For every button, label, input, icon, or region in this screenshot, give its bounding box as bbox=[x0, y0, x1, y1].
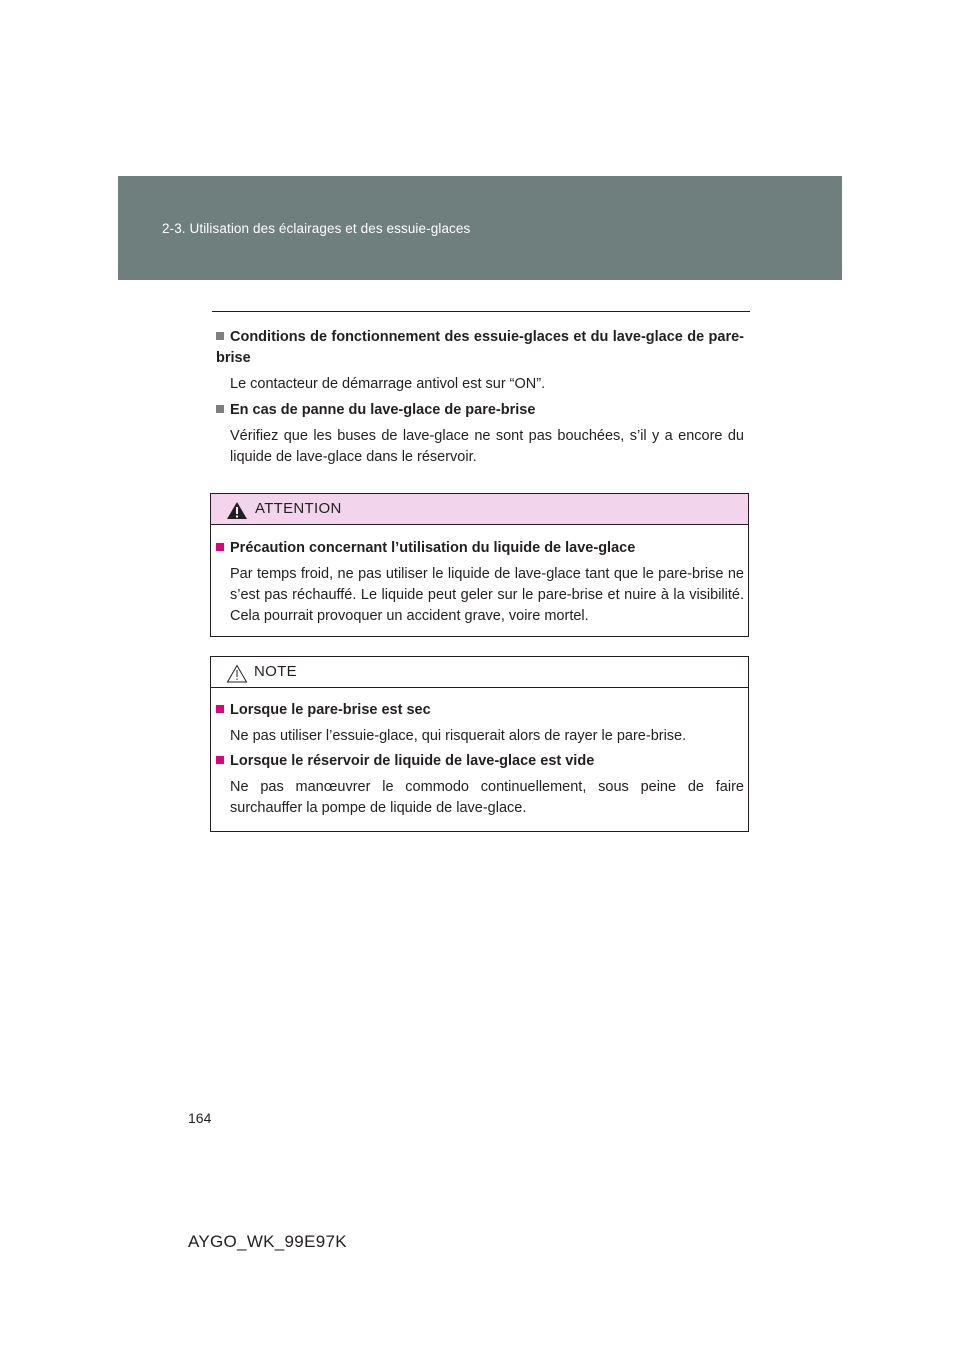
warning-triangle-icon bbox=[226, 501, 248, 520]
square-bullet-icon bbox=[216, 332, 224, 340]
attention-item-title: Précaution concernant l’utilisation du liquide de lave-glace bbox=[216, 538, 744, 559]
attention-item bbox=[216, 538, 744, 627]
section-washer-failure bbox=[216, 400, 744, 468]
note-label: NOTE bbox=[254, 663, 297, 680]
caution-triangle-icon bbox=[226, 664, 248, 683]
note-item-empty-reservoir bbox=[216, 751, 744, 819]
section-divider bbox=[212, 311, 750, 312]
square-bullet-icon bbox=[216, 543, 224, 551]
note-item-title: Lorsque le réservoir de liquide de lave-glace est vide bbox=[216, 751, 744, 772]
note-header bbox=[211, 657, 748, 688]
chapter-title: 2-3. Utilisation des éclairages et des essuie-glaces bbox=[162, 221, 471, 236]
attention-box bbox=[210, 493, 749, 637]
attention-header bbox=[211, 494, 748, 525]
square-bullet-icon bbox=[216, 705, 224, 713]
section-title: En cas de panne du lave-glace de pare-brise bbox=[216, 400, 744, 421]
note-item-dry-windshield bbox=[216, 700, 744, 747]
document-code: AYGO_WK_99E97K bbox=[188, 1232, 347, 1251]
attention-label: ATTENTION bbox=[255, 500, 342, 517]
page-number: 164 bbox=[188, 1110, 212, 1126]
section-operating-conditions bbox=[216, 327, 744, 395]
note-item-title: Lorsque le pare-brise est sec bbox=[216, 700, 744, 721]
square-bullet-icon bbox=[216, 405, 224, 413]
note-item-body: Ne pas utiliser l’essuie-glace, qui risquerait alors de rayer le pare-brise. bbox=[230, 728, 687, 744]
note-item-body: Ne pas manœuvrer le commodo continuellement, sous peine de faire surchauffer la pompe de liquide de lave-glace. bbox=[230, 779, 744, 816]
square-bullet-icon bbox=[216, 756, 224, 764]
section-body: Vérifiez que les buses de lave-glace ne sont pas bouchées, s’il y a encore du liquide de lave-glace dans le réservoir. bbox=[230, 428, 744, 465]
section-title: Conditions de fonctionnement des essuie-glaces et du lave-glace de pare-brise bbox=[216, 329, 744, 366]
note-box bbox=[210, 656, 749, 832]
section-body: Le contacteur de démarrage antivol est sur “ON”. bbox=[230, 376, 546, 392]
attention-item-body: Par temps froid, ne pas utiliser le liquide de lave-glace tant que le pare-brise ne s’est pas réchauffé. Le liquide peut geler sur le pare-brise et nuire à la visibilité. Cela pourrait provoquer un accident grave, voire mortel. bbox=[230, 566, 744, 624]
chapter-header-band bbox=[118, 176, 842, 280]
